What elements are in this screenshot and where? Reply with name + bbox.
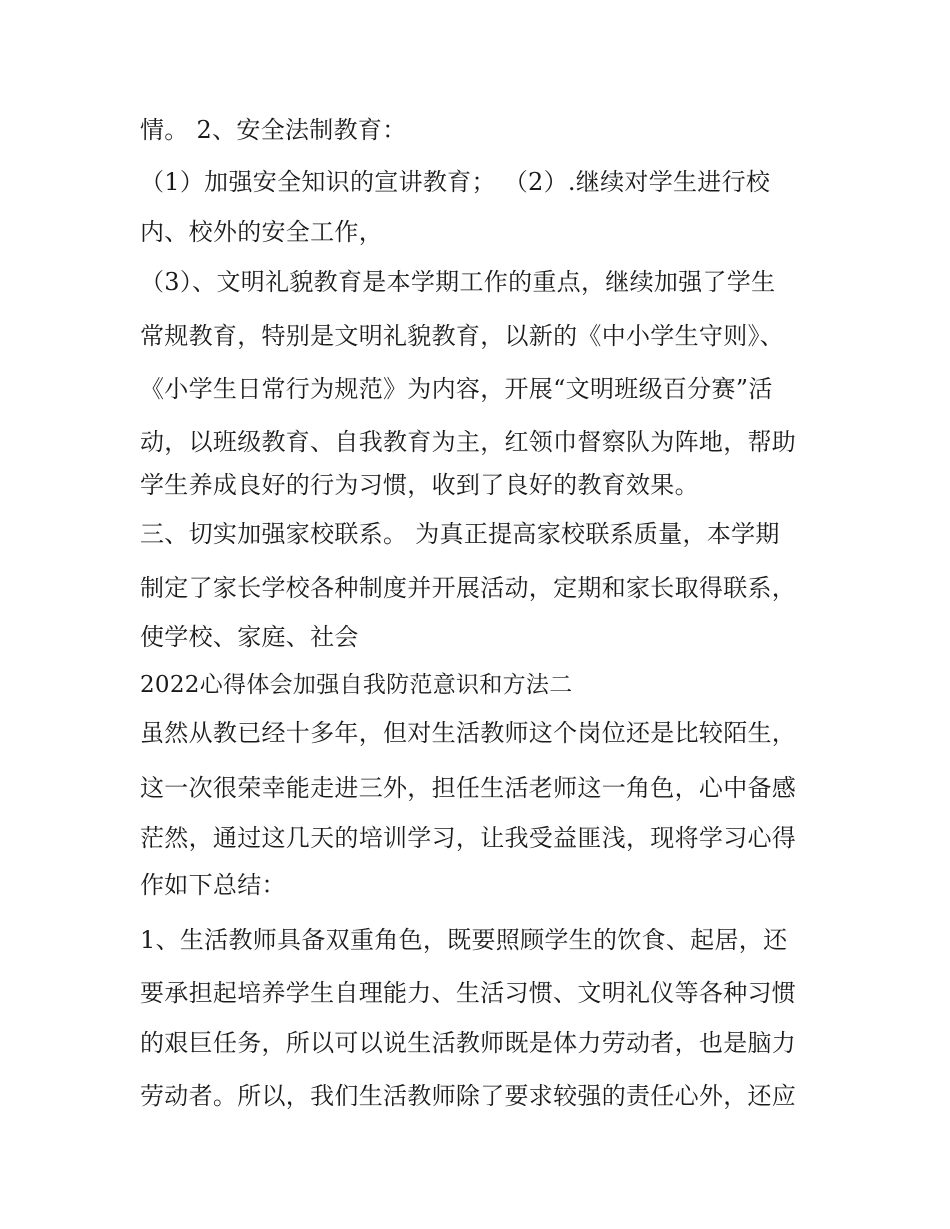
text-line: 《小学生日常行为规范》为内容，开展“文明班级百分赛”活: [140, 375, 773, 403]
text-line: 的艰巨任务，所以可以说生活教师既是体力劳动者，也是脑力: [140, 1029, 797, 1057]
text-line: 学生养成良好的行为习惯，收到了良好的教育效果。: [140, 471, 699, 499]
section-heading: 2022心得体会加强自我防范意识和方法二: [140, 672, 573, 698]
text-line: 要承担起培养学生自理能力、生活习惯、文明礼仪等各种习惯: [140, 979, 797, 1007]
text-line: 1、生活教师具备双重角色，既要照顾学生的饮食、起居，还: [140, 926, 788, 954]
text-line: 制定了家长学校各种制度并开展活动，定期和家长取得联系，: [140, 574, 797, 602]
text-line: （3）、文明礼貌教育是本学期工作的重点，继续加强了学生: [140, 268, 776, 296]
text-line: 情。 2、安全法制教育：: [140, 116, 407, 144]
text-line: 内、校外的安全工作，: [140, 218, 383, 246]
text-line: 动，以班级教育、自我教育为主，红领巾督察队为阵地，帮助: [140, 428, 797, 456]
text-line: 作如下总结：: [140, 871, 286, 899]
text-line: 这一次很荣幸能走进三外，担任生活老师这一角色，心中备感: [140, 774, 797, 802]
text-line: （1）加强安全知识的宣讲教育； （2）.继续对学生进行校: [140, 168, 771, 196]
text-line: 常规教育，特别是文明礼貌教育，以新的《中小学生守则》、: [140, 322, 785, 350]
text-line: 三、切实加强家校联系。 为真正提高家校联系质量，本学期: [140, 520, 780, 548]
text-line: 茫然，通过这几天的培训学习，让我受益匪浅，现将学习心得: [140, 824, 797, 852]
text-line: 虽然从教已经十多年，但对生活教师这个岗位还是比较陌生，: [140, 719, 797, 747]
text-line: 劳动者。所以，我们生活教师除了要求较强的责任心外，还应: [140, 1082, 797, 1110]
text-line: 使学校、家庭、社会: [140, 623, 359, 651]
